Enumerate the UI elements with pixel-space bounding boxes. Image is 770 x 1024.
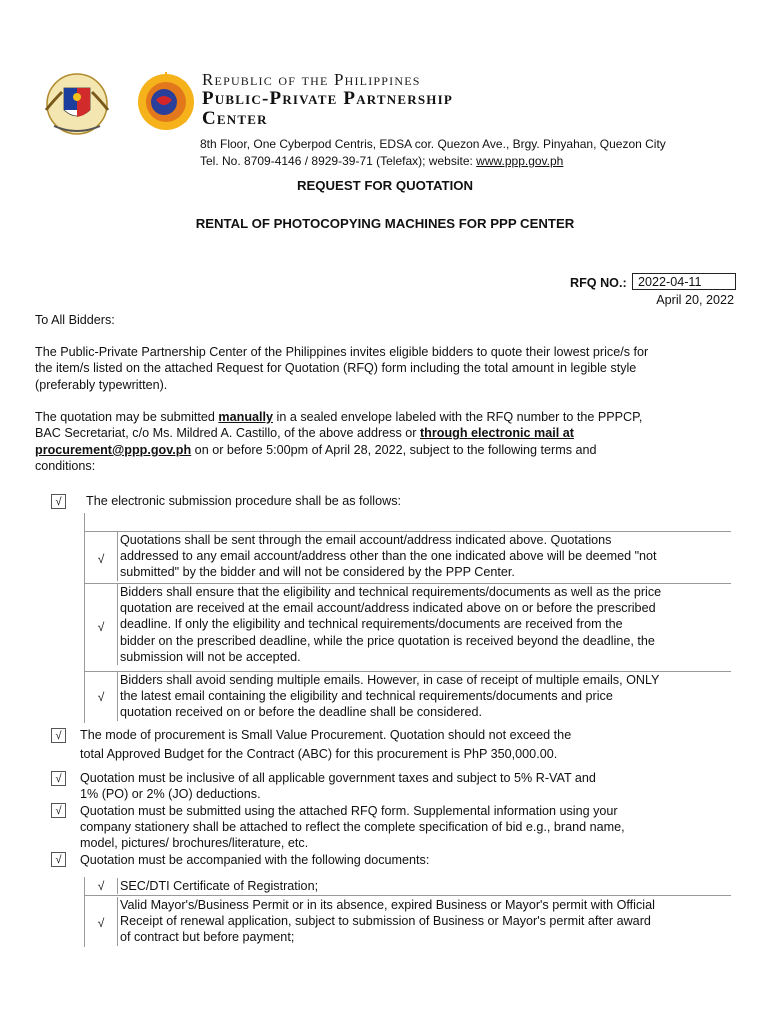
text-line: submitted" by the bidder and will not be considered by the PPP Center. [120,565,515,580]
term-item [80,803,625,852]
office-address: 8th Floor, One Cyberpod Centris, EDSA cor. Quezon Ave., Brgy. Pinyahan, Quezon City [200,137,666,151]
intro-line: the item/s listed on the attached Request for Quotation (RFQ) form including the total amount in legible style [35,361,637,376]
submission-text: The quotation may be submitted [35,410,219,424]
republic-seal-logo [24,70,130,138]
intro-line: The Public-Private Partnership Center of the Philippines invites eligible bidders to quote their lowest price/s for [35,345,649,359]
checkbox[interactable]: √ [51,494,66,509]
text-line: Bidders shall avoid sending multiple emails. However, in case of receipt of multiple emails, ONLY [120,673,660,687]
term-line: Quotation must be accompanied with the following documents: [80,853,430,867]
text-line: Bidders shall ensure that the eligibility and technical requirements/documents as well as the price [120,585,662,599]
check-mark: √ [97,620,105,634]
text-line: the latest email containing the eligibility and technical requirements/documents and price [120,689,613,704]
manual-emphasis: manually [218,410,274,424]
text-line: of contract but before payment; [120,930,295,945]
term-line: total Approved Budget for the Contract (ABC) for this procurement is PhP 350,000.00. [80,747,558,762]
electronic-procedure-table [84,513,731,723]
term-item [80,852,429,868]
submission-text: on or before 5:00pm of April 28, 2022, subject to the following terms and [191,442,597,457]
checkbox[interactable]: √ [51,771,66,786]
website-link[interactable]: www.ppp.gov.ph [476,154,564,168]
intro-paragraph [35,344,735,393]
text-line: deadline. If only the eligibility and technical requirements/documents are received from the [120,617,623,632]
term-item [80,727,571,762]
check-mark: √ [97,690,105,704]
checkbox[interactable]: √ [51,803,66,818]
document-date: April 20, 2022 [656,293,734,307]
check-mark: √ [97,552,105,566]
submission-text: in a sealed envelope labeled with the RFQ number to the PPPCP, [273,410,643,424]
term-line: Quotation must be inclusive of all applicable government taxes and subject to 5% R-VAT and [80,771,596,785]
rfq-number-label: RFQ NO.: [570,276,627,290]
text-line: bidder on the prescribed deadline, while the price quotation is received beyond the deadline, the [120,633,655,648]
table-row [85,671,731,724]
intro-line: (preferably typewritten). [35,377,168,392]
document-subtitle: RENTAL OF PHOTOCOPYING MACHINES FOR PPP CENTER [195,216,575,231]
telephone-text: Tel. No. 8709-4146 / 8929-39-71 (Telefax); website: [200,154,477,168]
check-mark: √ [97,879,105,893]
checkbox[interactable]: √ [51,728,66,743]
table-row [85,583,731,672]
rfq-number-field[interactable]: 2022-04-11 [632,273,736,290]
ppp-center-logo [134,70,200,134]
document-title: REQUEST FOR QUOTATION [296,178,474,193]
check-mark: √ [97,916,105,930]
org-line-1: Republic of the Philippines [202,70,421,89]
procedure-text [117,584,732,665]
document-text: SEC/DTI Certificate of Registration; [117,878,732,894]
text-line: quotation received on or before the deadline shall be considered. [120,705,482,720]
term-line: 1% (PO) or 2% (JO) deductions. [80,787,261,802]
table-row [85,895,731,948]
checkbox[interactable]: √ [51,852,66,867]
salutation: To All Bidders: [35,313,115,327]
submission-paragraph [35,409,735,475]
documents-table [84,877,731,947]
term-item [80,770,596,802]
term-line: company stationery shall be attached to reflect the complete specification of bid e.g., brand name, [80,820,625,835]
procedure-text [117,672,732,721]
contact-line [200,154,563,168]
org-line-3: Center [202,108,268,129]
text-line: Quotations shall be sent through the email account/address indicated above. Quotations [120,533,612,547]
org-line-2: Public-Private Partnership [202,88,453,109]
text-line: submission will not be accepted. [120,649,301,664]
table-row [85,877,731,895]
procurement-email-link[interactable]: procurement@ppp.gov.ph [35,442,192,457]
text-line: Valid Mayor's/Business Permit or in its absence, expired Business or Mayor's permit with Official [120,898,655,912]
email-emphasis: through electronic mail at [419,426,574,441]
text-line: addressed to any email account/address other than the one indicated above will be deemed "not [120,549,657,564]
submission-text: BAC Secretariat, c/o Ms. Mildred A. Castillo, of the above address or [35,426,420,441]
text-line: Receipt of renewal application, subject to submission of Business or Mayor's permit after award [120,914,651,929]
electronic-procedure-intro: The electronic submission procedure shall be as follows: [86,494,401,508]
submission-text: conditions: [35,459,96,474]
term-line: model, pictures/ brochures/literature, etc. [80,836,309,851]
document-text [117,897,732,946]
procedure-text [117,532,732,581]
term-line: Quotation must be submitted using the attached RFQ form. Supplemental information using your [80,804,618,818]
term-line: The mode of procurement is Small Value Procurement. Quotation should not exceed the [80,728,572,742]
text-line: quotation are received at the email account/address indicated above on or before the prescribed [120,601,656,616]
